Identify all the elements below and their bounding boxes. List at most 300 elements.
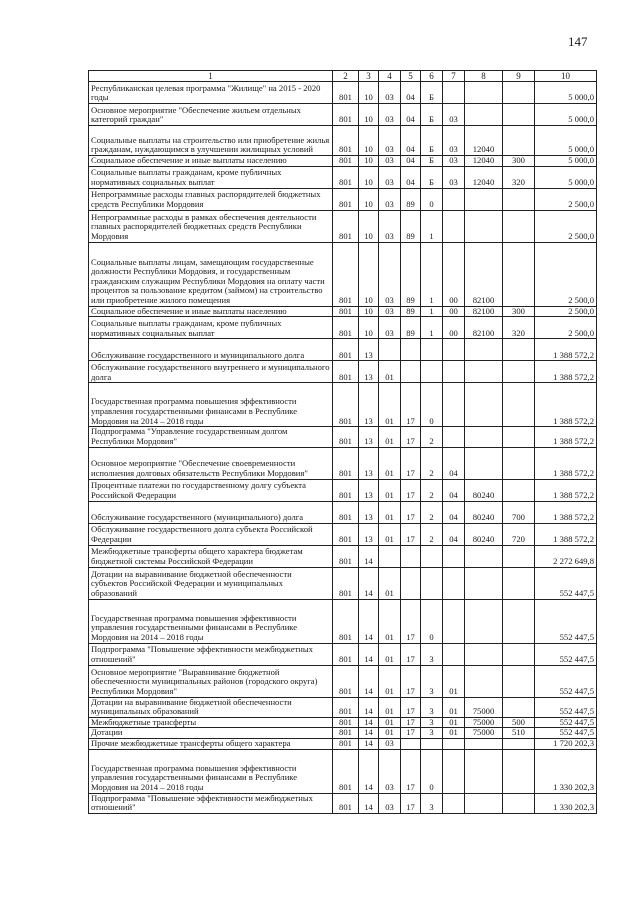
amount: 1 720 202,3 [535,739,597,750]
expense-type-code [503,339,535,361]
direction-code: 82100 [465,242,503,306]
direction-code [465,749,503,793]
program-code: 89 [401,188,421,210]
program-code: 17 [401,643,421,665]
section-code: 10 [359,104,379,126]
section-code: 10 [359,306,379,317]
expense-type-code: 700 [503,501,535,523]
row-name: Государственная программа повышения эффективности управления государственными финансами в Республике Мордовия на 2014 – 2018 годы [89,383,333,427]
direction-code [465,599,503,643]
subsection-code: 01 [379,697,401,717]
subsection-code: 01 [379,479,401,501]
measure-code [443,188,465,210]
direction-code: 80240 [465,479,503,501]
table-row [89,188,597,210]
subprogram-code: 3 [421,643,443,665]
table-row [89,427,597,447]
amount: 552 447,5 [535,567,597,599]
measure-code: 00 [443,317,465,339]
expense-type-code: 500 [503,717,535,728]
table-row [89,104,597,126]
row-name: Социальное обеспечение и иные выплаты населению [89,156,333,167]
program-code: 17 [401,523,421,545]
direction-code [465,339,503,361]
table-row [89,156,597,167]
amount: 1 388 572,2 [535,383,597,427]
column-header: 4 [379,71,401,82]
measure-code [443,567,465,599]
row-name: Основное мероприятие "Обеспечение жильем отдельных категорий граждан" [89,104,333,126]
section-code: 14 [359,599,379,643]
subprogram-code: 0 [421,599,443,643]
amount: 552 447,5 [535,728,597,739]
direction-code [465,739,503,750]
ministry-code: 801 [333,545,359,567]
subprogram-code: 0 [421,749,443,793]
section-code: 14 [359,749,379,793]
program-code: 89 [401,242,421,306]
ministry-code: 801 [333,188,359,210]
expense-type-code [503,567,535,599]
program-code: 04 [401,82,421,104]
ministry-code: 801 [333,643,359,665]
table-row [89,166,597,188]
table-row [89,361,597,383]
row-name: Прочие межбюджетные трансферты общего характера [89,739,333,750]
amount: 1 388 572,2 [535,479,597,501]
amount: 1 388 572,2 [535,427,597,447]
measure-code: 04 [443,501,465,523]
program-code: 17 [401,447,421,479]
row-name: Обслуживание государственного долга субъекта Российской Федерации [89,523,333,545]
table-row [89,697,597,717]
subsection-code: 01 [379,665,401,697]
amount: 5 000,0 [535,126,597,156]
program-code: 17 [401,501,421,523]
column-header: 10 [535,71,597,82]
amount: 1 388 572,2 [535,339,597,361]
ministry-code: 801 [333,739,359,750]
table-row [89,501,597,523]
subsection-code [379,545,401,567]
table-row [89,545,597,567]
subsection-code: 03 [379,306,401,317]
program-code: 89 [401,317,421,339]
row-name: Республиканская целевая программа "Жилище" на 2015 - 2020 годы [89,82,333,104]
table-row [89,447,597,479]
subprogram-code: Б [421,82,443,104]
measure-code [443,383,465,427]
subsection-code: 01 [379,717,401,728]
amount: 2 272 649,8 [535,545,597,567]
section-code: 10 [359,126,379,156]
program-code: 04 [401,104,421,126]
subsection-code: 03 [379,126,401,156]
expense-type-code [503,545,535,567]
section-code: 10 [359,156,379,167]
direction-code [465,447,503,479]
ministry-code: 801 [333,501,359,523]
column-header: 9 [503,71,535,82]
measure-code: 03 [443,126,465,156]
subprogram-code [421,545,443,567]
expense-type-code [503,427,535,447]
measure-code: 03 [443,156,465,167]
section-code: 14 [359,697,379,717]
expense-type-code [503,361,535,383]
row-name: Дотации на выравнивание бюджетной обеспеченности субъектов Российской Федерации и муниципальных образований [89,567,333,599]
direction-code: 75000 [465,728,503,739]
measure-code: 04 [443,479,465,501]
subsection-code: 03 [379,82,401,104]
direction-code: 75000 [465,717,503,728]
measure-code [443,749,465,793]
column-header: 5 [401,71,421,82]
direction-code: 82100 [465,317,503,339]
row-name: Государственная программа повышения эффективности управления государственными финансами в Республике Мордовия на 2014 – 2018 годы [89,749,333,793]
direction-code: 75000 [465,697,503,717]
program-code: 89 [401,210,421,242]
subsection-code: 01 [379,567,401,599]
table-row [89,317,597,339]
direction-code [465,361,503,383]
expense-type-code [503,188,535,210]
subsection-code: 01 [379,383,401,427]
direction-code [465,793,503,813]
measure-code [443,739,465,750]
section-code: 10 [359,317,379,339]
section-code: 14 [359,739,379,750]
row-name: Непрограммные расходы главных распорядителей бюджетных средств Республики Мордовия [89,188,333,210]
row-name: Социальные выплаты гражданам, кроме публичных нормативных социальных выплат [89,317,333,339]
subsection-code [379,339,401,361]
subsection-code: 03 [379,188,401,210]
ministry-code: 801 [333,728,359,739]
subsection-code: 01 [379,501,401,523]
amount: 1 388 572,2 [535,501,597,523]
subprogram-code: 2 [421,447,443,479]
table-row [89,728,597,739]
section-code: 10 [359,82,379,104]
ministry-code: 801 [333,306,359,317]
expense-type-code [503,126,535,156]
row-name: Государственная программа повышения эффективности управления государственными финансами в Республике Мордовия на 2014 – 2018 годы [89,599,333,643]
direction-code: 80240 [465,501,503,523]
row-name: Социальное обеспечение и иные выплаты населению [89,306,333,317]
expense-type-code: 300 [503,306,535,317]
ministry-code: 801 [333,697,359,717]
program-code: 17 [401,728,421,739]
row-name: Процентные платежи по государственному долгу субъекта Российской Федерации [89,479,333,501]
section-code: 10 [359,210,379,242]
expense-type-code: 720 [503,523,535,545]
column-header: 3 [359,71,379,82]
amount: 2 500,0 [535,242,597,306]
row-name: Межбюджетные трансферты общего характера бюджетам бюджетной системы Российской Федерации [89,545,333,567]
ministry-code: 801 [333,156,359,167]
subsection-code: 01 [379,728,401,739]
table-row [89,210,597,242]
subprogram-code [421,339,443,361]
section-code: 13 [359,361,379,383]
row-name: Непрограммные расходы в рамках обеспечения деятельности главных распорядителей бюджетных средств Республики Мордовия [89,210,333,242]
amount: 2 500,0 [535,306,597,317]
subsection-code: 03 [379,739,401,750]
program-code: 17 [401,479,421,501]
section-code: 10 [359,242,379,306]
amount: 1 330 202,3 [535,793,597,813]
ministry-code: 801 [333,104,359,126]
subprogram-code: 3 [421,697,443,717]
subsection-code: 01 [379,599,401,643]
amount: 5 000,0 [535,82,597,104]
measure-code: 04 [443,447,465,479]
subprogram-code: 3 [421,728,443,739]
section-code: 13 [359,523,379,545]
table-row [89,126,597,156]
direction-code [465,188,503,210]
row-name: Межбюджетные трансферты [89,717,333,728]
section-code: 13 [359,339,379,361]
direction-code [465,383,503,427]
section-code: 10 [359,166,379,188]
program-code: 89 [401,306,421,317]
row-name: Обслуживание государственного внутреннего и муниципального долга [89,361,333,383]
ministry-code: 801 [333,126,359,156]
expense-type-code: 300 [503,156,535,167]
program-code: 17 [401,427,421,447]
measure-code [443,82,465,104]
subprogram-code: 2 [421,479,443,501]
direction-code: 12040 [465,166,503,188]
ministry-code: 801 [333,749,359,793]
subprogram-code: 1 [421,242,443,306]
ministry-code: 801 [333,339,359,361]
row-name: Основное мероприятие "Выравнивание бюджетной обеспеченности муниципальных районов (городского округа) Республики Мордовия" [89,665,333,697]
row-name: Подпрограмма "Повышение эффективности межбюджетных отношений" [89,643,333,665]
program-code [401,567,421,599]
program-code: 17 [401,717,421,728]
direction-code: 12040 [465,126,503,156]
subprogram-code: 0 [421,383,443,427]
expense-type-code [503,242,535,306]
ministry-code: 801 [333,317,359,339]
row-name: Обслуживание государственного (муниципального) долга [89,501,333,523]
section-code: 14 [359,717,379,728]
program-code [401,545,421,567]
expense-type-code [503,599,535,643]
column-header: 7 [443,71,465,82]
subsection-code: 01 [379,427,401,447]
table-row [89,567,597,599]
expense-type-code: 320 [503,166,535,188]
amount: 5 000,0 [535,166,597,188]
subprogram-code: 1 [421,317,443,339]
direction-code [465,104,503,126]
table-row [89,739,597,750]
measure-code: 00 [443,242,465,306]
ministry-code: 801 [333,82,359,104]
direction-code [465,82,503,104]
expense-type-code: 510 [503,728,535,739]
subsection-code: 03 [379,793,401,813]
row-name: Подпрограмма "Повышение эффективности межбюджетных отношений" [89,793,333,813]
subsection-code: 03 [379,104,401,126]
section-code: 14 [359,793,379,813]
table-row [89,306,597,317]
subprogram-code: 3 [421,717,443,728]
column-header: 2 [333,71,359,82]
table-row [89,479,597,501]
ministry-code: 801 [333,210,359,242]
ministry-code: 801 [333,427,359,447]
measure-code: 03 [443,104,465,126]
expense-type-code [503,643,535,665]
section-code: 13 [359,479,379,501]
program-code [401,739,421,750]
direction-code [465,545,503,567]
subsection-code: 01 [379,447,401,479]
subsection-code: 03 [379,242,401,306]
expense-type-code [503,749,535,793]
ministry-code: 801 [333,383,359,427]
direction-code [465,643,503,665]
program-code: 04 [401,166,421,188]
measure-code: 01 [443,665,465,697]
subprogram-code: 1 [421,210,443,242]
amount: 552 447,5 [535,665,597,697]
measure-code [443,339,465,361]
expense-type-code [503,479,535,501]
amount: 552 447,5 [535,697,597,717]
section-code: 13 [359,447,379,479]
amount: 552 447,5 [535,599,597,643]
budget-table [88,70,597,814]
measure-code [443,210,465,242]
table-row [89,82,597,104]
amount: 2 500,0 [535,317,597,339]
measure-code: 00 [443,306,465,317]
section-code: 14 [359,643,379,665]
ministry-code: 801 [333,567,359,599]
row-name: Социальные выплаты лицам, замещающим государственные должности Республики Мордовия, и государственным гражданским служащим Республики Мордовия на оплату части процентов за пользование кредитом (займом) на строительство или приобретение жилого помещения [89,242,333,306]
measure-code: 01 [443,697,465,717]
table-row [89,339,597,361]
program-code: 17 [401,599,421,643]
ministry-code: 801 [333,361,359,383]
table-row [89,242,597,306]
subsection-code: 01 [379,523,401,545]
subprogram-code: 1 [421,306,443,317]
direction-code [465,210,503,242]
subprogram-code: 0 [421,188,443,210]
subprogram-code: Б [421,104,443,126]
table-header-row [89,71,597,82]
row-name: Социальные выплаты на строительство или приобретение жилья гражданам, нуждающимся в улучшении жилищных условий [89,126,333,156]
measure-code: 01 [443,728,465,739]
section-code: 13 [359,383,379,427]
subprogram-code: Б [421,126,443,156]
section-code: 14 [359,728,379,739]
amount: 5 000,0 [535,104,597,126]
direction-code [465,427,503,447]
table-row [89,643,597,665]
amount: 1 388 572,2 [535,447,597,479]
measure-code: 04 [443,523,465,545]
table-row [89,665,597,697]
subsection-code: 03 [379,317,401,339]
ministry-code: 801 [333,665,359,697]
expense-type-code: 320 [503,317,535,339]
amount: 2 500,0 [535,210,597,242]
subprogram-code: 2 [421,523,443,545]
subsection-code: 03 [379,749,401,793]
subprogram-code [421,361,443,383]
section-code: 14 [359,665,379,697]
amount: 1 388 572,2 [535,361,597,383]
subprogram-code [421,739,443,750]
amount: 1 388 572,2 [535,523,597,545]
ministry-code: 801 [333,166,359,188]
program-code: 04 [401,156,421,167]
expense-type-code [503,383,535,427]
measure-code: 01 [443,717,465,728]
table-row [89,717,597,728]
expense-type-code [503,210,535,242]
measure-code [443,793,465,813]
row-name: Социальные выплаты гражданам, кроме публичных нормативных социальных выплат [89,166,333,188]
subprogram-code: 3 [421,665,443,697]
measure-code [443,427,465,447]
program-code [401,339,421,361]
ministry-code: 801 [333,242,359,306]
row-name: Подпрограмма "Управление государственным долгом Республики Мордовия" [89,427,333,447]
section-code: 14 [359,567,379,599]
expense-type-code [503,447,535,479]
direction-code [465,567,503,599]
expense-type-code [503,104,535,126]
program-code [401,361,421,383]
program-code: 04 [401,126,421,156]
program-code: 17 [401,383,421,427]
table-row [89,749,597,793]
column-header: 1 [89,71,333,82]
direction-code [465,665,503,697]
ministry-code: 801 [333,447,359,479]
amount: 2 500,0 [535,188,597,210]
amount: 1 330 202,3 [535,749,597,793]
subsection-code: 03 [379,166,401,188]
program-code: 17 [401,749,421,793]
page-number: 147 [568,34,588,49]
subsection-code: 03 [379,156,401,167]
row-name: Обслуживание государственного и муниципального долга [89,339,333,361]
amount: 5 000,0 [535,156,597,167]
row-name: Дотации [89,728,333,739]
program-code: 17 [401,697,421,717]
subprogram-code [421,567,443,599]
measure-code [443,599,465,643]
direction-code: 80240 [465,523,503,545]
program-code: 17 [401,665,421,697]
expense-type-code [503,665,535,697]
subsection-code: 01 [379,361,401,383]
ministry-code: 801 [333,599,359,643]
direction-code: 82100 [465,306,503,317]
expense-type-code [503,697,535,717]
section-code: 10 [359,188,379,210]
subprogram-code: 3 [421,793,443,813]
